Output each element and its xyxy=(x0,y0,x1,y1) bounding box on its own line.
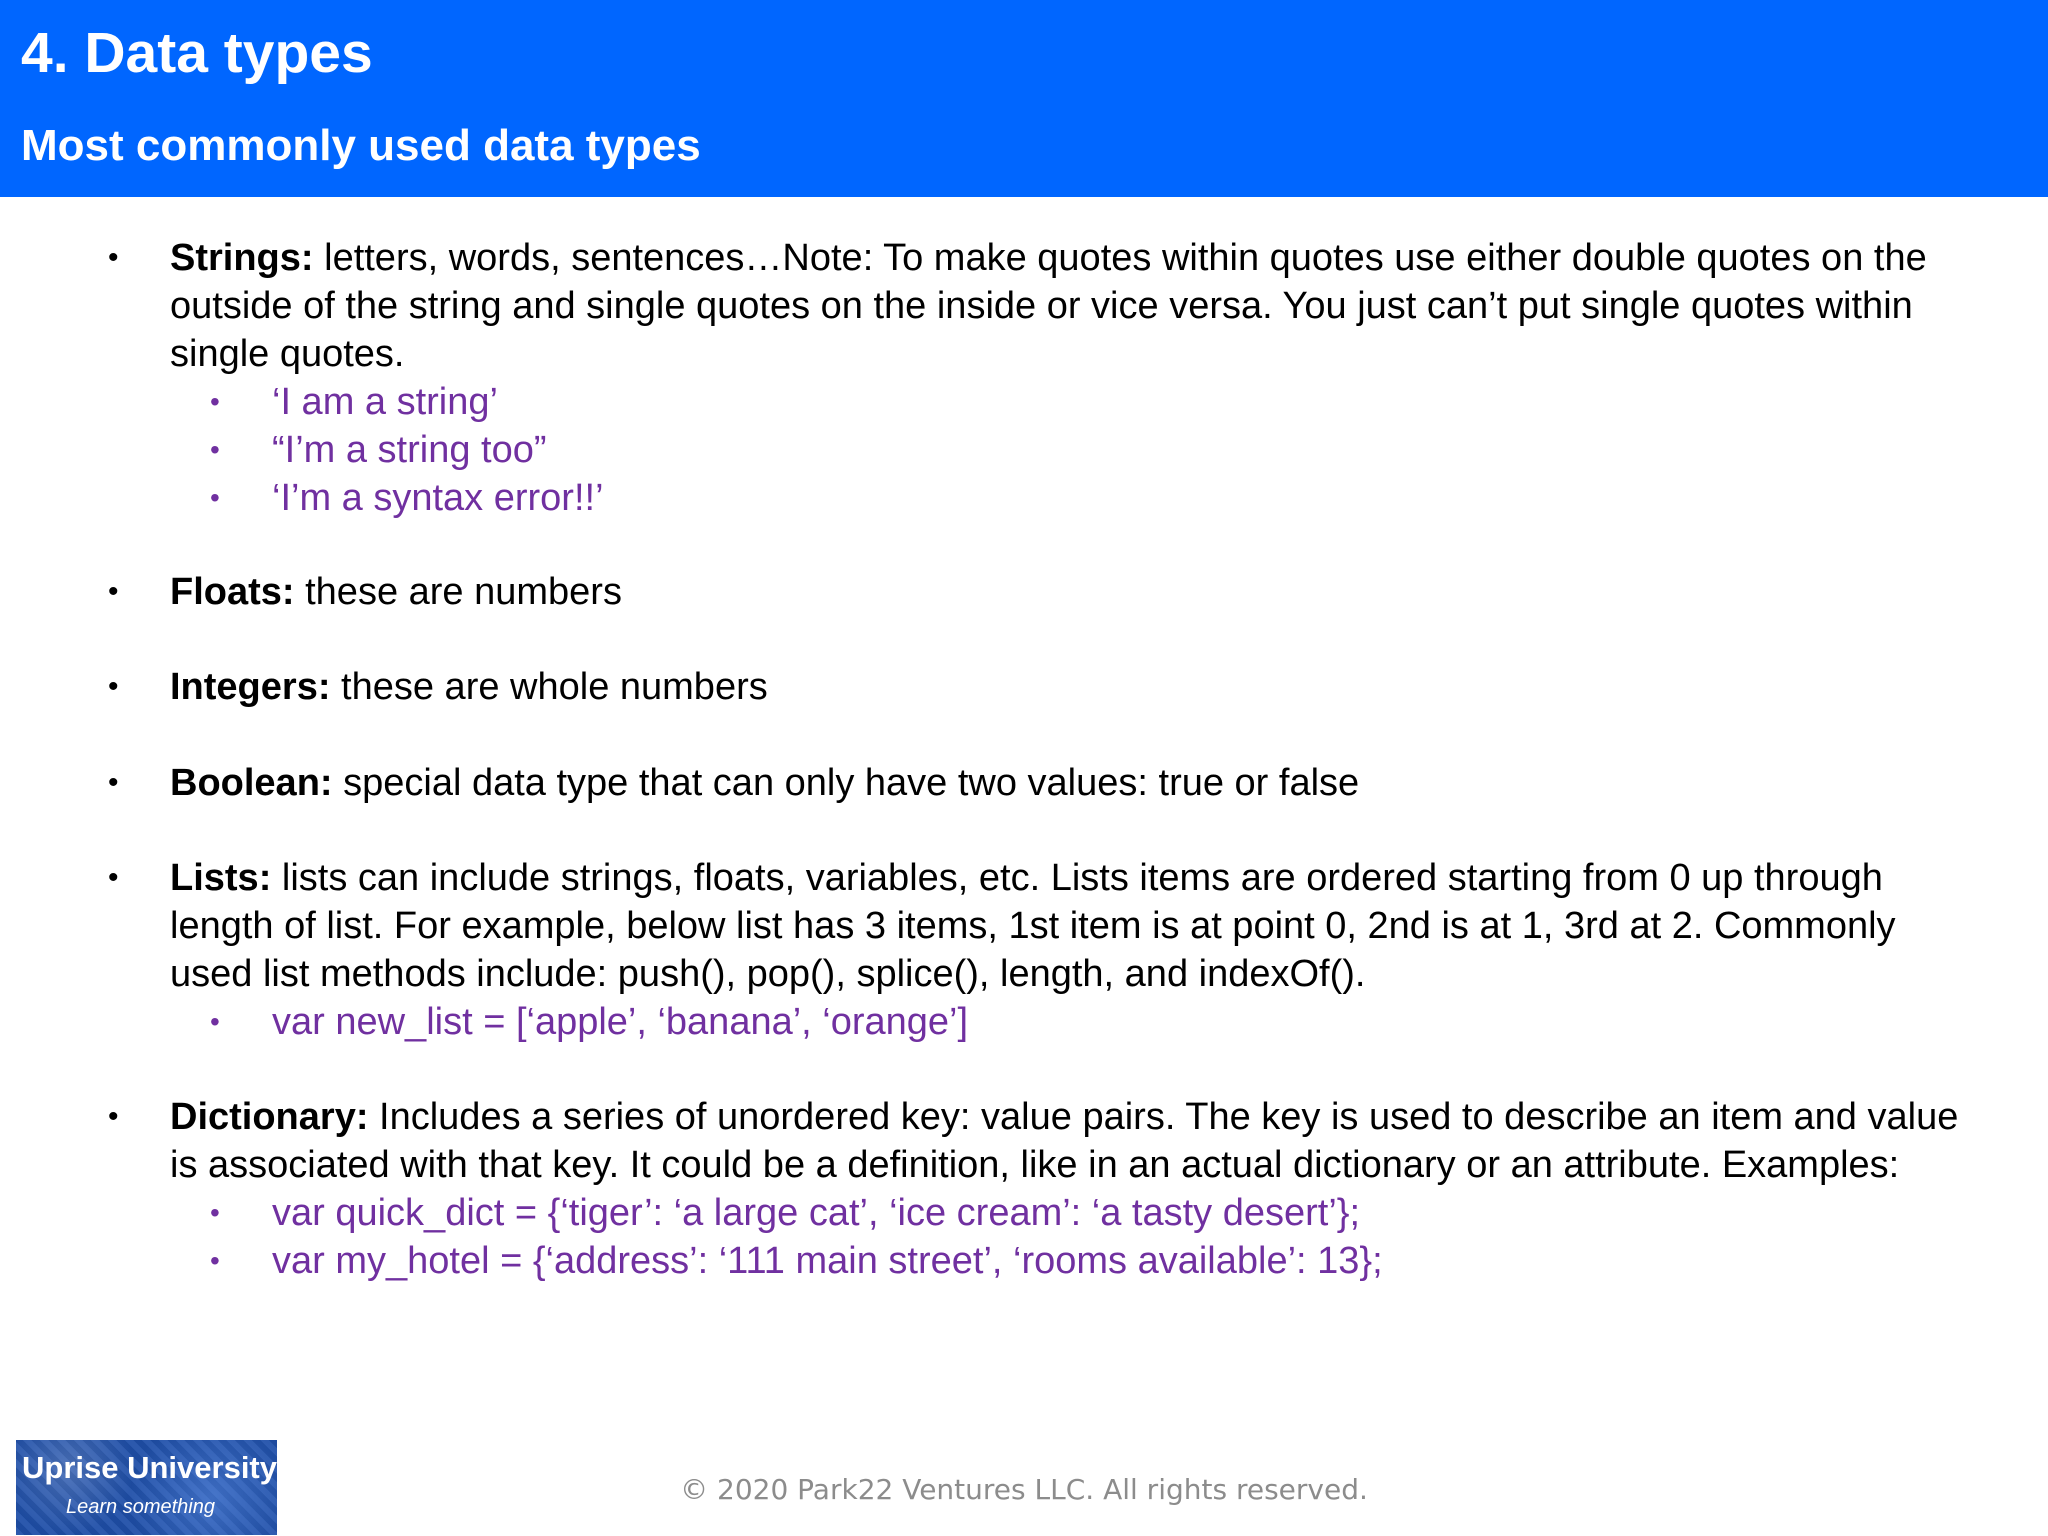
item-text xyxy=(170,854,1970,998)
example-text: var new_list = [‘apple’, ‘banana’, ‘orange’] xyxy=(272,1001,969,1043)
bullet-icon: • xyxy=(108,670,119,703)
bullet-icon: • xyxy=(210,434,220,465)
bullet-icon: • xyxy=(210,386,220,417)
slide-title: 4. Data types xyxy=(21,21,373,85)
list-item-boolean xyxy=(108,759,1970,807)
example-item xyxy=(170,474,1970,522)
copyright-notice: © 2020 Park22 Ventures LLC. All rights reserved. xyxy=(680,1473,1368,1506)
item-term: Lists: xyxy=(170,857,272,899)
logo-name: Uprise University xyxy=(22,1450,277,1485)
example-text: ‘I am a string’ xyxy=(272,381,498,423)
example-list xyxy=(170,1189,1970,1285)
item-text xyxy=(170,568,1970,616)
item-description: special data type that can only have two values: true or false xyxy=(332,762,1360,804)
item-description: lists can include strings, floats, variables, etc. Lists items are ordered starting from 0 up through length of list. For example, below list has 3 items, 1st item is at point 0, 2nd is at 1, 3rd at 2. Commonly used list methods include: push(), pop(), splice(), length, and indexOf(). xyxy=(170,857,1896,995)
item-term: Floats: xyxy=(170,571,295,613)
list-item-dictionary xyxy=(108,1093,1970,1285)
example-item xyxy=(170,378,1970,426)
example-item xyxy=(170,998,1970,1046)
list-item-floats xyxy=(108,568,1970,616)
example-list xyxy=(170,378,1970,522)
logo-tagline: Learn something xyxy=(66,1496,215,1518)
bullet-icon: • xyxy=(210,1197,220,1228)
example-item xyxy=(170,1237,1970,1285)
item-description: letters, words, sentences…Note: To make quotes within quotes use either double quotes on the outside of the string and single quotes on the inside or vice versa. You just can’t put single quotes within single quotes. xyxy=(170,237,1927,375)
bullet-icon: • xyxy=(210,1245,220,1276)
item-term: Strings: xyxy=(170,237,314,279)
bullet-icon: • xyxy=(210,482,220,513)
example-item xyxy=(170,1189,1970,1237)
example-text: “I’m a string too” xyxy=(272,429,547,471)
item-term: Integers: xyxy=(170,666,331,708)
example-text: ‘I’m a syntax error!!’ xyxy=(272,477,604,519)
item-term: Dictionary: xyxy=(170,1096,369,1138)
example-text: var my_hotel = {‘address’: ‘111 main street’, ‘rooms available’: 13}; xyxy=(272,1240,1383,1282)
example-text: var quick_dict = {‘tiger’: ‘a large cat’, ‘ice cream’: ‘a tasty desert’}; xyxy=(272,1192,1361,1234)
bullet-icon: • xyxy=(210,1006,220,1037)
item-text xyxy=(170,663,1970,711)
bullet-icon: • xyxy=(108,766,119,799)
example-list xyxy=(170,998,1970,1046)
bullet-icon: • xyxy=(108,861,119,894)
item-description: these are whole numbers xyxy=(330,666,768,708)
bullet-icon: • xyxy=(108,575,119,608)
bullet-icon: • xyxy=(108,1100,119,1133)
list-item-strings xyxy=(108,234,1970,522)
item-text xyxy=(170,234,1970,378)
bullet-icon: • xyxy=(108,241,119,274)
slide-subtitle: Most commonly used data types xyxy=(21,121,701,170)
list-item-lists xyxy=(108,854,1970,1046)
list-item-integers xyxy=(108,663,1970,711)
example-item xyxy=(170,426,1970,474)
item-description: Includes a series of unordered key: value pairs. The key is used to describe an item and value is associated with that key. It could be a definition, like in an actual dictionary or an attribute. Examples: xyxy=(170,1096,1959,1186)
item-text xyxy=(170,759,1970,807)
item-description: these are numbers xyxy=(294,571,622,613)
item-text xyxy=(170,1093,1970,1189)
item-term: Boolean: xyxy=(170,762,333,804)
